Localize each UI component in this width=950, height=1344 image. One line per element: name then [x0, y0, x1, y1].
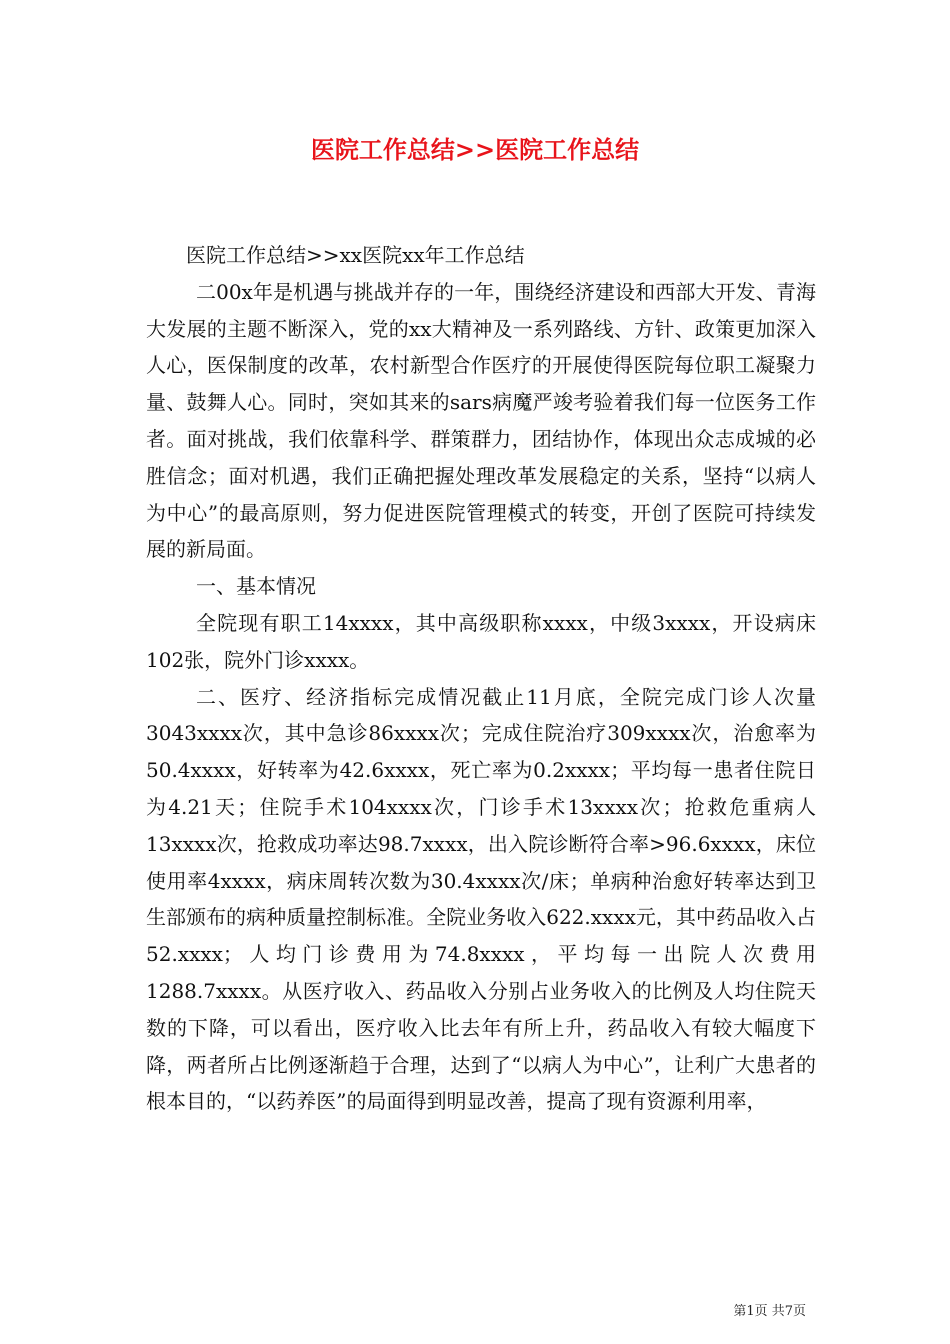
page-number: 第1页 共7页 [733, 1304, 806, 1319]
indicators-paragraph: 二、医疗、经济指标完成情况截止11月底，全院完成门诊人次量3043xxxx次，其中急诊86xxxx次；完成住院治疗309xxxx次，治愈率为50.4xxxx，好转率为42.6xxxx，死亡率为0.2xxxx；平均每一患者住院日为4.21天；住院手术104xxxx次，门诊手术13xxxx次；抢救危重病人13xxxx次，抢救成功率达98.7xxxx，出入院诊断符合率>96.6xxxx，床位使用率4xxxx，病床周转次数为30.4xxxx次/床；单病种治愈好转率达到卫生部颁布的病种质量控制标准。全院业务收入622.xxxx元，其中药品收入占52.xxxx；人均门诊费用为74.8xxxx，平均每一出院人次费用1288.7xxxx。从医疗收入、药品收入分别占业务收入的比例及人均住院天数的下降，可以看出，医疗收入比去年有所上升，药品收入有较大幅度下降，两者所占比例逐渐趋于合理，达到了“以病人为中心”，让利广大患者的根本目的，“以药养医”的局面得到明显改善，提高了现有资源利用率， [146, 684, 816, 1114]
intro-paragraph: 二00x年是机遇与挑战并存的一年，围绕经济建设和西部大开发、青海大发展的主题不断深入，党的xx大精神及一系列路线、方针、政策更加深入人心，医保制度的改革，农村新型合作医疗的开展使得医院每位职工凝聚力量、鼓舞人心。同时，突如其来的sars病魔严竣考验着我们每一位医务工作者。面对挑战，我们依靠科学、群策群力，团结协作，体现出众志成城的必胜信念；面对机遇，我们正确把握处理改革发展稳定的关系，坚持“以病人为中心”的最高原则，努力促进医院管理模式的转变，开创了医院可持续发展的新局面。 [146, 279, 816, 562]
document-body [146, 237, 816, 1120]
document-title: 医院工作总结>>医院工作总结 [310, 135, 640, 164]
subtitle-paragraph: 医院工作总结>>xx医院xx年工作总结 [186, 243, 525, 267]
section-heading-basic-situation: 一、基本情况 [196, 574, 316, 599]
basic-situation-paragraph: 全院现有职工14xxxx，其中高级职称xxxx，中级3xxxx，开设病床102张，院外门诊xxxx。 [146, 610, 816, 672]
